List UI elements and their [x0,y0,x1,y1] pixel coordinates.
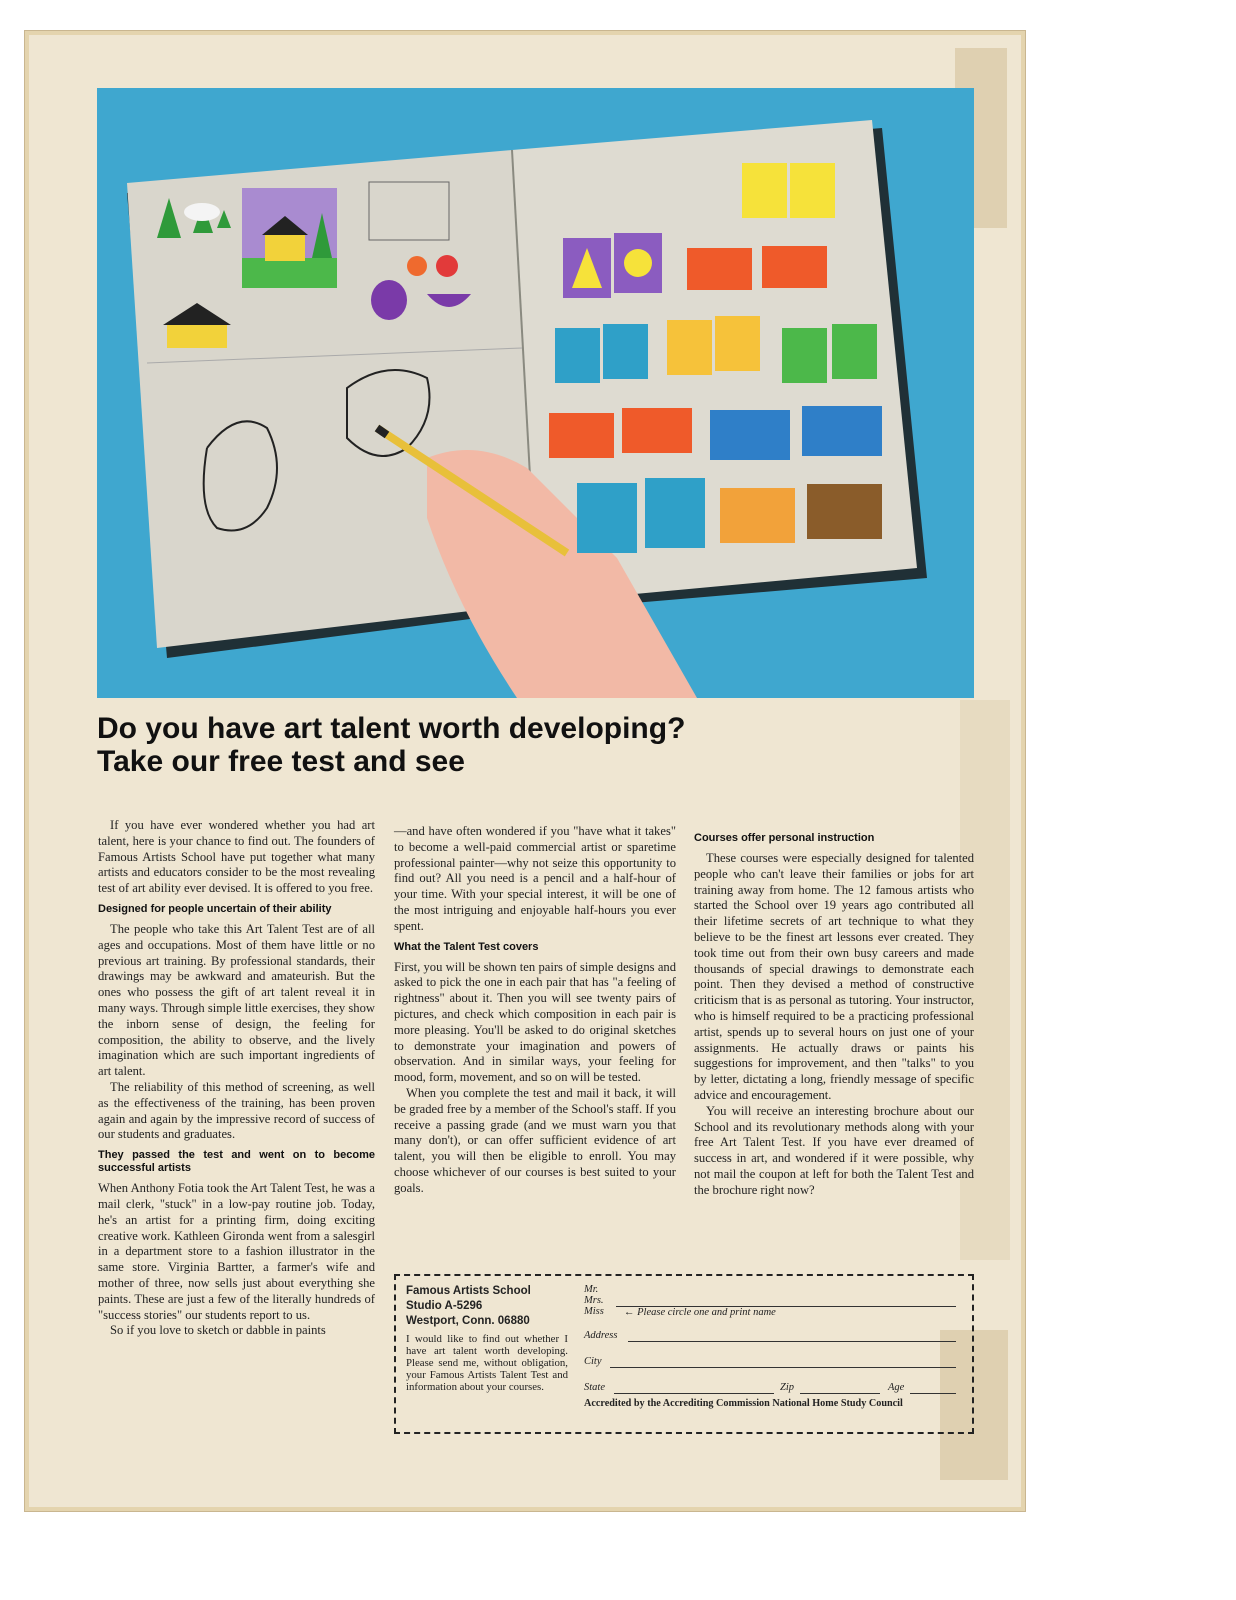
art-test-illustration [97,88,974,698]
coupon-title-mr[interactable]: Mr. [584,1284,599,1295]
col2-paragraph-continued: —and have often wondered if you "have what it takes" to become a well-paid commercial artist or sparetime professional painter—why not seize this opportunity to find out? All you need is a pencil and a half-hour of your time. With your special interest, it will be one of the most intriguing and enjoyable half-hours you ever spent. [394,824,676,933]
coupon-address-field[interactable] [628,1330,956,1342]
column-3 [694,826,974,1199]
headline [97,712,917,778]
coupon-title-mrs[interactable]: Mrs. [584,1295,604,1306]
col1-paragraph-success: When Anthony Fotia took the Art Talent Test, he was a mail clerk, "stuck" in a low-pay routine job. Today, he's an artist for a printing firm, doing exciting creative work. Kathleen Gironda went from a salesgirl in a department store to a fashion illustrator in the same store. Virginia Bartter, a farmer's wife and mother of three, now sells just about everything she paints. These are just a few of the literally hundreds of "success stories" our students report to us. [98,1181,375,1322]
col3-paragraph-brochure: You will receive an interesting brochure about our School and its revolutionary methods along with your free Art Talent Test. If you have ever dreamed of success in art, and wondered if it were possible, why not mail the coupon at left for both the Talent Test and the brochure right now? [694,1103,974,1197]
coupon-name-field[interactable] [616,1296,956,1307]
coupon-school-name: Famous Artists School [406,1285,531,1297]
coupon-state-field[interactable] [614,1382,774,1394]
coupon-request-text: I would like to find out whether I have art talent worth developing. Please send me, without obligation, your Famous Artists Talent Test and information about your courses. [406,1333,568,1393]
coupon-address: Westport, Conn. 06880 [406,1315,530,1327]
col1-subhead-passed: They passed the test and went on to become successful artists [98,1149,375,1175]
coupon-city-label: City [584,1356,602,1367]
coupon-school-info [406,1284,568,1393]
col2-paragraph-complete: When you complete the test and mail it back, it will be graded free by a member of the School's staff. If you receive a passing grade (and we must warn you that many don't), or can offer sufficient evidence of art talent, you will then be eligible to enroll. You may choose whichever of our courses is best suited to your goals. [394,1085,676,1195]
coupon-age-label: Age [888,1382,905,1393]
coupon-state-label: State [584,1382,605,1393]
col3-paragraph-courses: These courses were especially designed for talented people who can't leave their families or jobs for art training away from home. The 12 famous artists who started the School over 19 years ago contributed all their lifetime secrets of art technique to what they believe to be the finest art lessons ever created. They took time out from their own busy careers and made thousands of special drawings to demonstrate each point. Then they devised a method of constructive criticism that is as personal as tutoring. Your instructor, who is himself required to be a practicing professional artist, spends up to several hours on just one of your assignments. He actually draws or paints his suggestions for improvement, and then "talks" to you by letter, dictating a long, friendly message of specific advice and encouragement. [694,851,974,1102]
coupon-accreditation: Accredited by the Accrediting Commission National Home Study Council [584,1398,903,1409]
column-1 [98,818,375,1339]
col1-paragraph-people: The people who take this Art Talent Test are of all ages and occupations. Most of them have little or no previous art training. By professional standards, their drawings may be awkward and amateurish. But the ones who possess the gift of art talent reveal it in many ways. Through simple little exercises, they show the inborn sense of design, the feeling for composition, the ability to observe, and the lively imagination which are such important ingredients of art talent. [98,921,375,1079]
col3-subhead-courses: Courses offer personal instruction [694,832,875,844]
coupon-studio: Studio A-5296 [406,1300,483,1312]
col1-paragraph-reliability: The reliability of this method of screening, as well as the effectiveness of the training, has been proven again and again by the impressive record of success of our students and graduates. [98,1079,375,1142]
coupon-age-field[interactable] [910,1382,956,1394]
coupon-zip-field[interactable] [800,1382,880,1394]
col2-subhead-covers: What the Talent Test covers [394,940,539,953]
col1-paragraph-closing: So if you love to sketch or dabble in paints [110,1323,326,1338]
column-2 [394,824,676,1197]
open-test-book-image [97,88,974,698]
coupon-title-miss[interactable]: Miss [584,1306,604,1317]
coupon-name-hint: ← Please circle one and print name [624,1307,776,1318]
mail-in-coupon[interactable] [394,1274,974,1434]
headline-line-1: Do you have art talent worth developing? [97,712,686,745]
col1-subhead-uncertain: Designed for people uncertain of their ability [98,902,332,915]
headline-line-2: Take our free test and see [97,745,465,778]
coupon-city-field[interactable] [610,1356,956,1368]
coupon-address-label: Address [584,1330,618,1341]
coupon-zip-label: Zip [780,1382,795,1393]
col1-paragraph-intro: If you have ever wondered whether you had art talent, here is your chance to find out. The founders of Famous Artists School have put together what many artists and educators consider to be the most revealing test of art ability ever devised. It is offered to you free. [98,818,375,896]
col2-paragraph-first: First, you will be shown ten pairs of simple designs and asked to pick the one in each pair that has "a feeling of rightness" about it. Then you will see twenty pairs of pictures, and check which composition in each pair is more pleasing. You'll be asked to do original sketches to demonstrate your imagination and powers of observation. And in similar ways, your feeling for mood, form, movement, and so on will be tested. [394,959,676,1085]
